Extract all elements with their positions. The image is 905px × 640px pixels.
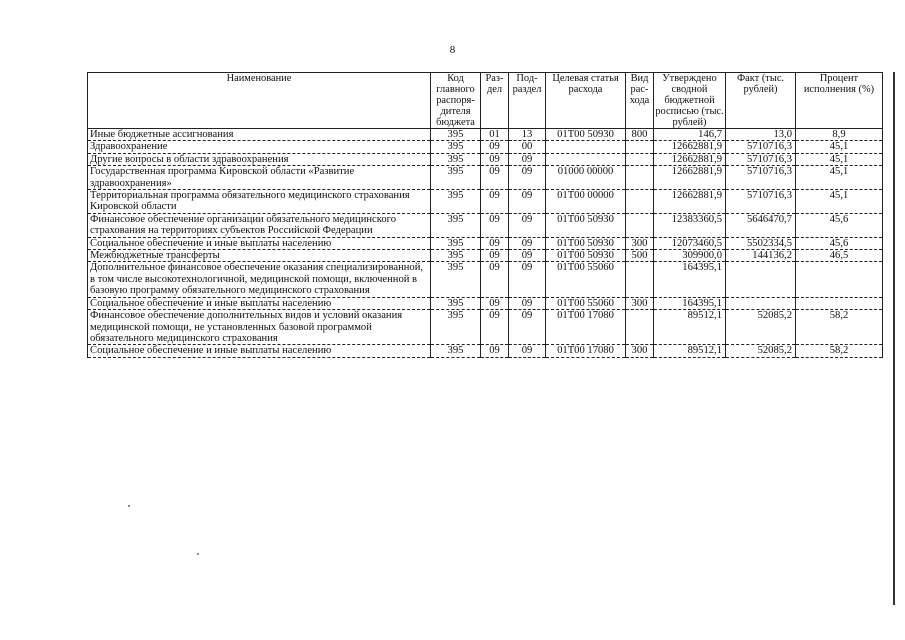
cell-code: 395 [431, 141, 481, 153]
cell-fact: 5710716,3 [726, 141, 796, 153]
cell-subsection: 09 [509, 190, 546, 214]
scan-speck [128, 505, 130, 507]
table-row [88, 190, 883, 214]
page-number: 8 [449, 44, 456, 56]
cell-name: Другие вопросы в области здравоохранения [88, 153, 431, 165]
cell-target: 01000 00000 [546, 166, 626, 190]
header-target: Целевая статья расхода [546, 73, 626, 129]
cell-code: 395 [431, 129, 481, 141]
cell-fact: 5502334,5 [726, 237, 796, 249]
header-approved: Утверждено сводной бюджетной росписью (тыс. рублей) [655, 73, 724, 128]
cell-section: 09 [481, 166, 509, 190]
table-row [88, 297, 883, 309]
cell-target [546, 141, 626, 153]
cell-percent: 58,2 [796, 310, 883, 345]
cell-section: 09 [481, 345, 509, 357]
cell-type: 300 [626, 237, 654, 249]
cell-code: 395 [431, 213, 481, 237]
cell-name: Финансовое обеспечение организации обязательного медицинского страхования на территориях субъектов Российской Федерации [88, 213, 431, 237]
cell-fact: 52085,2 [726, 310, 796, 345]
cell-type: 300 [626, 297, 654, 309]
cell-percent: 45,6 [796, 237, 883, 249]
cell-percent [796, 297, 883, 309]
cell-fact [726, 262, 796, 297]
table-row [88, 153, 883, 165]
table-row [88, 310, 883, 345]
table-row [88, 250, 883, 262]
cell-code: 395 [431, 190, 481, 214]
cell-name: Дополнительное финансовое обеспечение оказания специализированной, в том числе высокотехнологичной, медицинской помощи, включенной в базовую программу обязательного медицинского страхования [88, 262, 431, 297]
cell-target: 01Т00 00000 [546, 190, 626, 214]
cell-target: 01Т00 17080 [546, 345, 626, 357]
cell-subsection: 09 [509, 213, 546, 237]
cell-subsection: 09 [509, 345, 546, 357]
cell-target: 01Т00 50930 [546, 129, 626, 141]
cell-type [626, 190, 654, 214]
header-type: Вид рас-хода [626, 73, 654, 129]
cell-fact [726, 297, 796, 309]
table-row [88, 237, 883, 249]
cell-subsection: 00 [509, 141, 546, 153]
cell-section: 09 [481, 141, 509, 153]
cell-percent: 45,1 [796, 190, 883, 214]
cell-approved: 89512,1 [654, 345, 726, 357]
cell-code: 395 [431, 345, 481, 357]
cell-fact: 5646470,7 [726, 213, 796, 237]
table-body [88, 129, 883, 358]
table-header-row [88, 73, 883, 129]
cell-name: Межбюджетные трансферты [88, 250, 431, 262]
cell-percent: 45,1 [796, 153, 883, 165]
cell-fact: 5710716,3 [726, 166, 796, 190]
cell-approved: 12662881,9 [654, 153, 726, 165]
cell-target: 01Т00 55060 [546, 297, 626, 309]
cell-fact: 13,0 [726, 129, 796, 141]
cell-type: 300 [626, 345, 654, 357]
table-row [88, 129, 883, 141]
cell-section: 01 [481, 129, 509, 141]
cell-section: 09 [481, 310, 509, 345]
cell-target: 01Т00 50930 [546, 213, 626, 237]
cell-fact: 52085,2 [726, 345, 796, 357]
cell-approved: 164395,1 [654, 262, 726, 297]
cell-fact: 144136,2 [726, 250, 796, 262]
cell-approved: 164395,1 [654, 297, 726, 309]
table-row [88, 262, 883, 297]
cell-target: 01Т00 50930 [546, 237, 626, 249]
cell-approved: 309900,0 [654, 250, 726, 262]
cell-approved: 12662881,9 [654, 141, 726, 153]
header-subsection: Под-раздел [509, 73, 546, 129]
cell-approved: 12662881,9 [654, 166, 726, 190]
cell-fact: 5710716,3 [726, 153, 796, 165]
table-row [88, 141, 883, 153]
cell-section: 09 [481, 153, 509, 165]
cell-code: 395 [431, 262, 481, 297]
cell-code: 395 [431, 310, 481, 345]
header-code: Код главного распоря-дителя бюджета [431, 73, 481, 129]
cell-target: 01Т00 55060 [546, 262, 626, 297]
cell-approved: 89512,1 [654, 310, 726, 345]
table-row [88, 345, 883, 357]
cell-approved: 12383360,5 [654, 213, 726, 237]
cell-type [626, 262, 654, 297]
cell-target: 01Т00 50930 [546, 250, 626, 262]
cell-section: 09 [481, 237, 509, 249]
cell-section: 09 [481, 250, 509, 262]
cell-name: Социальное обеспечение и иные выплаты населению [88, 237, 431, 249]
cell-code: 395 [431, 297, 481, 309]
cell-subsection: 09 [509, 166, 546, 190]
cell-section: 09 [481, 213, 509, 237]
cell-percent: 46,5 [796, 250, 883, 262]
header-section: Раз-дел [481, 73, 509, 129]
cell-section: 09 [481, 190, 509, 214]
header-fact: Факт (тыс. рублей) [726, 73, 796, 129]
cell-name: Социальное обеспечение и иные выплаты населению [88, 297, 431, 309]
cell-subsection: 09 [509, 262, 546, 297]
cell-code: 395 [431, 237, 481, 249]
cell-percent: 45,6 [796, 213, 883, 237]
header-name: Наименование [88, 73, 431, 129]
scan-edge-line [893, 72, 895, 605]
cell-type: 800 [626, 129, 654, 141]
cell-subsection: 09 [509, 237, 546, 249]
cell-name: Территориальная программа обязательного медицинского страхования Кировской области [88, 190, 431, 214]
header-percent: Процент исполнения (%) [796, 73, 883, 129]
cell-approved: 12662881,9 [654, 190, 726, 214]
cell-type: 500 [626, 250, 654, 262]
cell-subsection: 13 [509, 129, 546, 141]
budget-execution-table [87, 72, 883, 358]
cell-name: Финансовое обеспечение дополнительных видов и условий оказания медицинской помощи, не установленных базовой программой обязательного медицинского страхования [88, 310, 431, 345]
cell-fact: 5710716,3 [726, 190, 796, 214]
cell-section: 09 [481, 262, 509, 297]
cell-name: Иные бюджетные ассигнования [88, 129, 431, 141]
cell-section: 09 [481, 297, 509, 309]
scan-speck [197, 553, 199, 555]
cell-percent: 45,1 [796, 141, 883, 153]
cell-percent: 8,9 [796, 129, 883, 141]
cell-name: Здравоохранение [88, 141, 431, 153]
cell-percent: 58,2 [796, 345, 883, 357]
cell-type [626, 213, 654, 237]
cell-approved: 146,7 [654, 129, 726, 141]
cell-percent: 45,1 [796, 166, 883, 190]
cell-type [626, 310, 654, 345]
cell-target [546, 153, 626, 165]
cell-subsection: 09 [509, 310, 546, 345]
cell-type [626, 153, 654, 165]
cell-code: 395 [431, 166, 481, 190]
cell-code: 395 [431, 153, 481, 165]
table-row [88, 213, 883, 237]
table-row [88, 166, 883, 190]
cell-target: 01Т00 17080 [546, 310, 626, 345]
cell-name: Государственная программа Кировской области «Развитие здравоохранения» [88, 166, 431, 190]
cell-name: Социальное обеспечение и иные выплаты населению [88, 345, 431, 357]
cell-subsection: 09 [509, 153, 546, 165]
cell-approved: 12073460,5 [654, 237, 726, 249]
cell-subsection: 09 [509, 297, 546, 309]
cell-type [626, 141, 654, 153]
cell-subsection: 09 [509, 250, 546, 262]
cell-code: 395 [431, 250, 481, 262]
cell-percent [796, 262, 883, 297]
cell-type [626, 166, 654, 190]
